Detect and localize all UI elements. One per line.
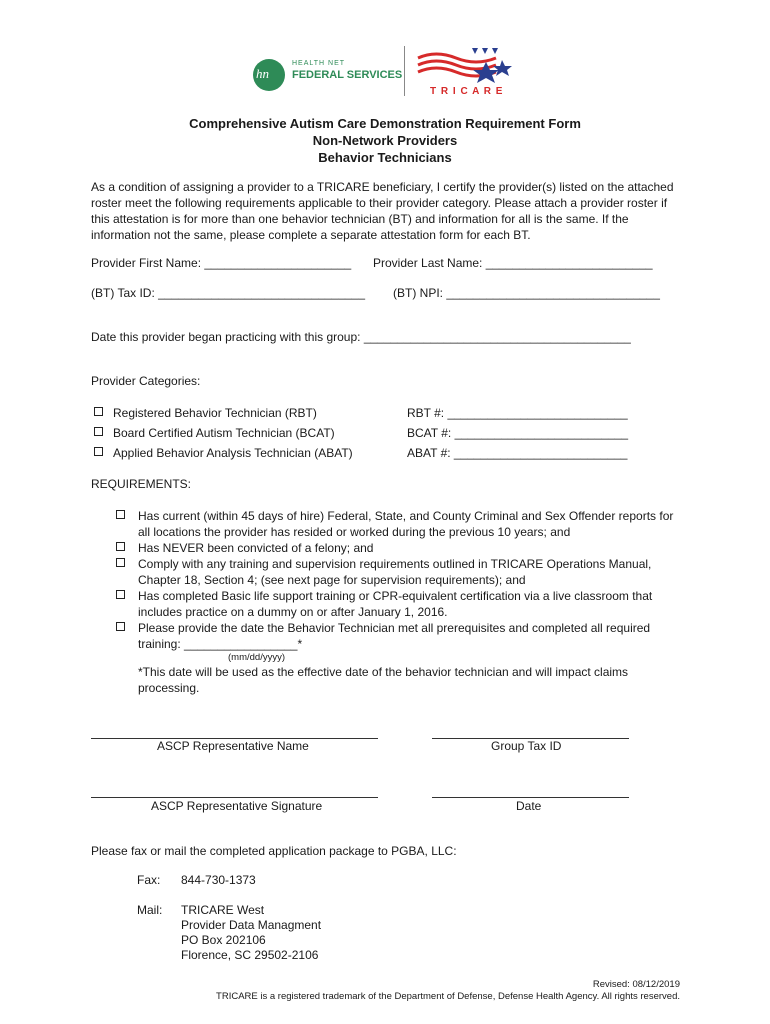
trademark-notice: TRICARE is a registered trademark of the Department of Defense, Defense Health Agency. All rights reserved.: [216, 991, 680, 1002]
requirement-item-3: Comply with any training and supervision requirements outlined in TRICARE Operations Manual, Chapter 18, Section 4; (see next page for supervision requirements); and: [138, 557, 652, 587]
form-title-line1: Comprehensive Autism Care Demonstration Requirement Form: [189, 116, 581, 131]
provider-last-name-field[interactable]: Provider Last Name: _________________________: [373, 256, 653, 270]
mailing-instruction: Please fax or mail the completed application package to PGBA, LLC:: [91, 844, 457, 858]
abat-number-field[interactable]: ABAT #: __________________________: [407, 446, 628, 460]
abat-checkbox[interactable]: [94, 447, 103, 456]
abat-label: Applied Behavior Analysis Technician (ABAT): [113, 446, 353, 460]
fax-label: Fax:: [137, 873, 161, 887]
bcat-checkbox[interactable]: [94, 427, 103, 436]
npi-field[interactable]: (BT) NPI: ________________________________: [393, 286, 660, 300]
requirement-item-5: Please provide the date the Behavior Technician met all prerequisites and completed all required: [138, 621, 651, 635]
date-format-hint: (mm/dd/yyyy): [228, 652, 285, 663]
address-line-4: Florence, SC 29502-2106: [181, 948, 319, 962]
rep-name-label: ASCP Representative Name: [157, 739, 309, 753]
tricare-flag-icon: [416, 44, 516, 84]
tax-id-field[interactable]: (BT) Tax ID: _______________________________: [91, 286, 366, 300]
mail-label: Mail:: [137, 903, 163, 917]
tricare-wordmark: T R I C A R E: [430, 86, 504, 97]
address-line-2: Provider Data Managment: [181, 918, 322, 932]
requirements-heading: REQUIREMENTS:: [91, 477, 192, 491]
form-title-line3: Behavior Technicians: [318, 150, 452, 165]
requirement-item-4: Has completed Basic life support training or CPR-equivalent certification via a live classroom that includes practice on a dummy on or after January 1, 2016.: [138, 589, 653, 619]
training-date-field[interactable]: training: _________________*: [138, 637, 303, 651]
address-line-1: TRICARE West: [181, 903, 265, 917]
health-net-logo: [252, 52, 403, 98]
tricare-logo: [416, 44, 522, 100]
requirement-checkbox-5[interactable]: [116, 622, 125, 631]
requirement-checkbox-1[interactable]: [116, 510, 125, 519]
intro-paragraph: As a condition of assigning a provider to a TRICARE beneficiary, I certify the provider(s) listed on the attached roster meet the following requirements applicable to their provider category. Please attach a provider roster if this attestation is for more than one behavior technician (BT) and information for all is the same. If the information not the same, please complete a separate attestation form for each BT.: [91, 180, 674, 242]
health-net-line2: FEDERAL SERVICES: [292, 69, 403, 81]
rep-signature-label: ASCP Representative Signature: [151, 799, 323, 813]
revised-date: Revised: 08/12/2019: [592, 979, 680, 990]
categories-heading: Provider Categories:: [91, 374, 201, 388]
fax-number: 844-730-1373: [181, 873, 256, 887]
bcat-label: Board Certified Autism Technician (BCAT): [113, 426, 335, 440]
date-label: Date: [516, 799, 542, 813]
requirement-item-2: Has NEVER been convicted of a felony; and: [138, 541, 374, 555]
rbt-number-field[interactable]: RBT #: ___________________________: [407, 406, 628, 420]
group-tax-id-label: Group Tax ID: [491, 739, 562, 753]
address-line-3: PO Box 202106: [181, 933, 266, 947]
provider-first-name-field[interactable]: Provider First Name: ______________________: [91, 256, 352, 270]
rbt-label: Registered Behavior Technician (RBT): [113, 406, 317, 420]
date-practicing-field[interactable]: Date this provider began practicing with this group: ________________________________________: [91, 330, 631, 344]
effective-date-note: *This date will be used as the effective date of the behavior technician and will impact claims processing.: [138, 665, 629, 695]
rbt-checkbox[interactable]: [94, 407, 103, 416]
health-net-line1: HEALTH NET: [292, 60, 346, 67]
requirement-checkbox-3[interactable]: [116, 558, 125, 567]
form-title-line2: Non-Network Providers: [312, 133, 458, 148]
logo-divider: [404, 46, 405, 96]
requirement-item-1: Has current (within 45 days of hire) Federal, State, and County Criminal and Sex Offender reports for all locations the provider has resided or worked during the previous 10 years; and: [138, 509, 674, 539]
requirement-checkbox-2[interactable]: [116, 542, 125, 551]
bcat-number-field[interactable]: BCAT #: __________________________: [407, 426, 629, 440]
health-net-mark-text: hn: [256, 66, 269, 81]
requirement-checkbox-4[interactable]: [116, 590, 125, 599]
